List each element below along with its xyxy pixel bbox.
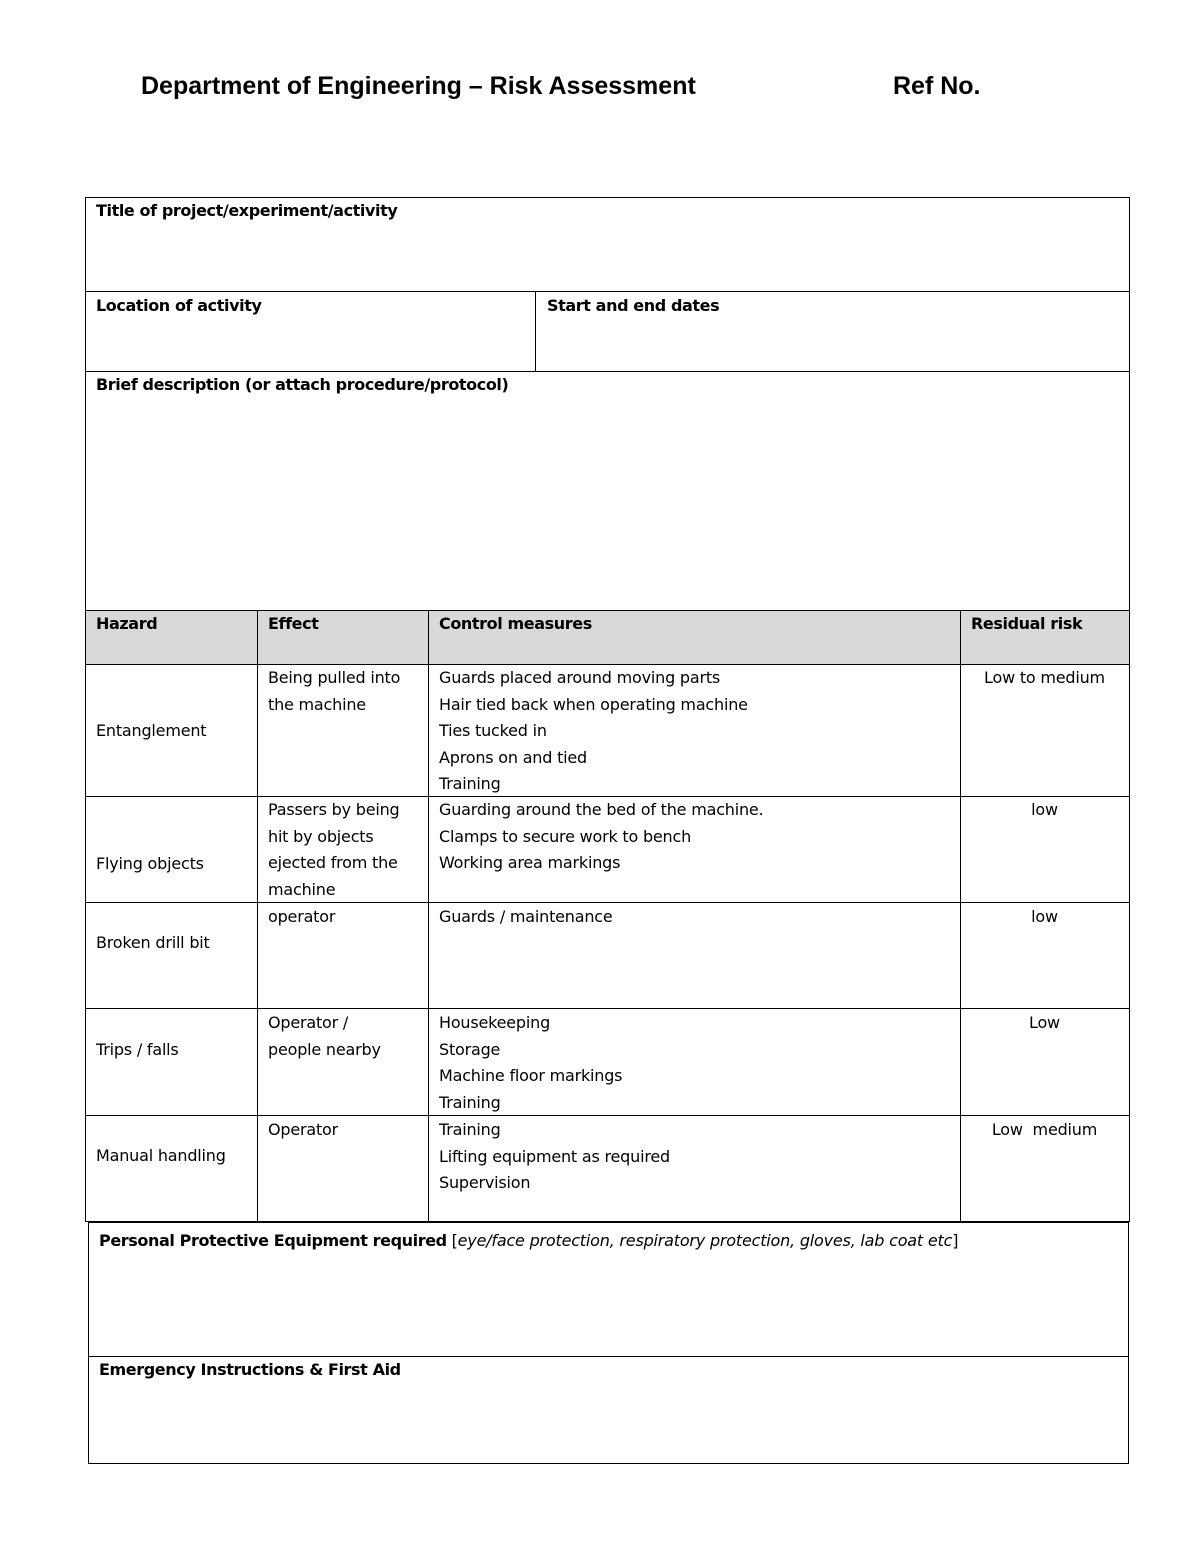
column-header-effect: Effect xyxy=(268,614,319,633)
hazard-cell: Broken drill bit xyxy=(96,933,210,952)
page-title: Department of Engineering – Risk Assessment xyxy=(141,72,696,100)
residual-risk-cell: low xyxy=(1031,907,1058,926)
control-cell: Guards placed around moving parts Hair tied back when operating machine Ties tucked in Aprons on and tied Training xyxy=(439,668,748,793)
column-header-risk: Residual risk xyxy=(971,614,1083,633)
description-field-label: Brief description (or attach procedure/protocol) xyxy=(96,375,509,394)
dates-field-label: Start and end dates xyxy=(547,296,720,315)
emergency-field-label: Emergency Instructions & First Aid xyxy=(99,1360,401,1379)
residual-risk-cell: Low medium xyxy=(991,1120,1098,1139)
control-cell: Guards / maintenance xyxy=(439,907,613,926)
effect-cell: operator xyxy=(268,907,336,926)
location-field[interactable] xyxy=(87,322,532,368)
document-header xyxy=(141,72,1041,112)
residual-risk-cell: low xyxy=(1031,800,1058,819)
title-field-label: Title of project/experiment/activity xyxy=(96,201,398,220)
effect-cell: Being pulled into the machine xyxy=(268,668,401,714)
ppe-field-label: Personal Protective Equipment required [eye/face protection, respiratory protection, gloves, lab coat etc] xyxy=(99,1231,959,1250)
effect-cell: Passers by being hit by objects ejected from the machine xyxy=(268,800,400,899)
ppe-field[interactable] xyxy=(90,1256,1126,1352)
control-cell: Training Lifting equipment as required Supervision xyxy=(439,1120,670,1192)
hazard-cell: Manual handling xyxy=(96,1146,226,1165)
dates-field[interactable] xyxy=(538,322,1128,368)
ref-no-label: Ref No. xyxy=(893,72,981,100)
description-field[interactable] xyxy=(87,402,1127,607)
control-cell: Guarding around the bed of the machine. Clamps to secure work to bench Working area markings xyxy=(439,800,764,872)
effect-cell: Operator xyxy=(268,1120,339,1139)
hazard-cell: Flying objects xyxy=(96,854,204,873)
residual-risk-cell: Low xyxy=(1029,1013,1060,1032)
emergency-field[interactable] xyxy=(90,1388,1126,1460)
control-cell: Housekeeping Storage Machine floor markings Training xyxy=(439,1013,623,1112)
hazard-cell: Entanglement xyxy=(96,721,207,740)
ppe-hint: eye/face protection, respiratory protection, gloves, lab coat etc xyxy=(457,1231,953,1250)
hazard-cell: Trips / falls xyxy=(96,1040,179,1059)
column-header-hazard: Hazard xyxy=(96,614,158,633)
column-header-control: Control measures xyxy=(439,614,592,633)
effect-cell: Operator / people nearby xyxy=(268,1013,381,1059)
residual-risk-cell: Low to medium xyxy=(984,668,1105,687)
title-field[interactable] xyxy=(87,228,1127,288)
location-field-label: Location of activity xyxy=(96,296,262,315)
